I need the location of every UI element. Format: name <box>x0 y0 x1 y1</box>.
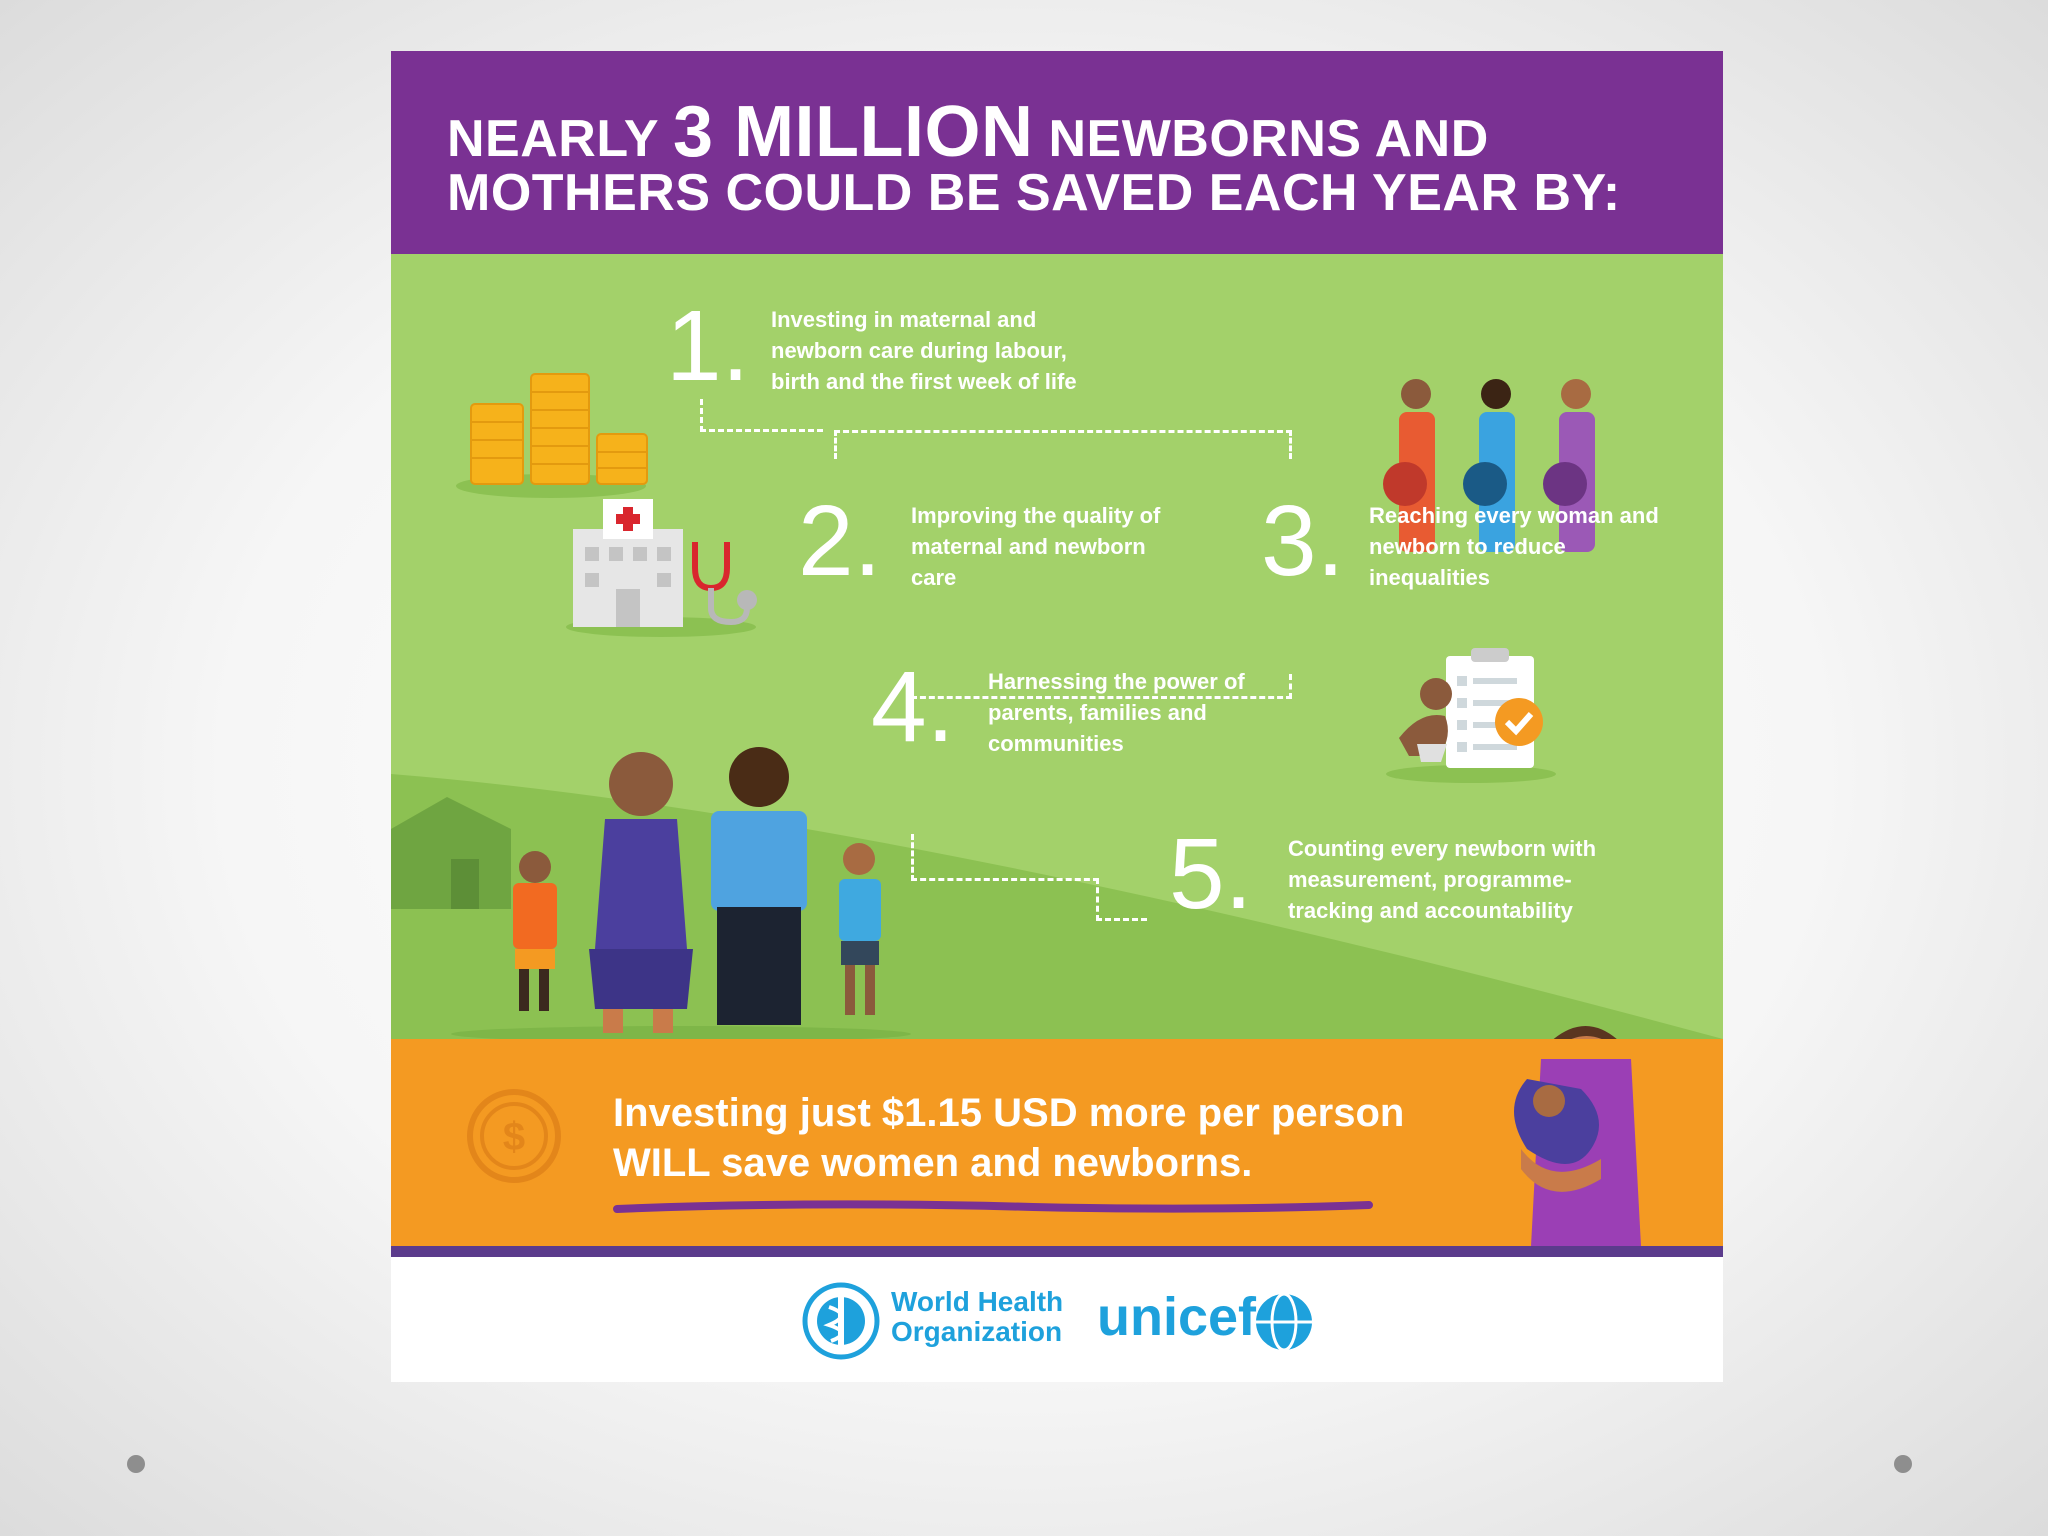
mother-baby-icon <box>1461 1019 1661 1039</box>
who-name-line1: World Health <box>891 1286 1064 1317</box>
infographic-header <box>391 51 1723 254</box>
callout-line1: Investing just $1.15 USD more per person <box>613 1091 1405 1135</box>
header-title-line1 <box>447 91 1489 173</box>
slide-bullet-left <box>127 1455 145 1473</box>
connector-1-2 <box>700 399 823 432</box>
header-suffix: NEWBORNS AND <box>1048 110 1489 168</box>
dollar-coin-icon <box>464 1086 564 1186</box>
step-3-number: 3. <box>1261 485 1345 597</box>
baby-checklist-icon <box>1361 644 1561 784</box>
callout-banner <box>391 1039 1723 1246</box>
infographic <box>391 51 1723 1382</box>
step-4-text: Harnessing the power of parents, families and communities <box>988 669 1245 756</box>
stethoscope-icon <box>681 534 761 634</box>
steps-panel <box>391 254 1723 1039</box>
who-emblem-icon <box>799 1279 883 1363</box>
family-icon <box>391 709 911 1039</box>
step-2-text: Improving the quality of maternal and newborn care <box>911 503 1161 590</box>
step-1-text: Investing in maternal and newborn care during labour, birth and the first week of life <box>771 307 1077 394</box>
header-highlight: 3 MILLION <box>673 92 1034 172</box>
header-prefix: NEARLY <box>447 110 659 168</box>
slide-bullet-right <box>1894 1455 1912 1473</box>
unicef-globe-icon <box>1253 1291 1315 1353</box>
header-title-line2: MOTHERS COULD BE SAVED EACH YEAR BY: <box>447 164 1621 222</box>
who-name-line2: Organization <box>891 1316 1063 1347</box>
callout-emphasis: WILL <box>613 1141 711 1185</box>
step-3-text: Reaching every woman and newborn to reduce inequalities <box>1369 503 1659 590</box>
logo-footer <box>391 1257 1723 1382</box>
step-4-number: 4. <box>871 651 955 763</box>
mother-baby-body-icon <box>1461 1039 1661 1246</box>
footer-divider <box>391 1246 1723 1257</box>
svg-text:$: $ <box>502 1115 526 1159</box>
connector-4-5b <box>1096 878 1147 921</box>
step-5-number: 5. <box>1169 818 1253 930</box>
connector-2-3 <box>834 430 1292 459</box>
callout-line2 <box>613 1141 1252 1186</box>
step-5-text: Counting every newborn with measurement, programme-tracking and accountability <box>1288 836 1597 923</box>
step-1-number: 1. <box>666 290 750 402</box>
unicef-wordmark: unicef <box>1097 1287 1257 1347</box>
connector-4-5 <box>911 834 1099 881</box>
brush-underline <box>613 1199 1373 1215</box>
step-2-number: 2. <box>798 485 882 597</box>
callout-rest: save women and newborns. <box>721 1141 1253 1185</box>
coin-stack-icon <box>451 364 651 504</box>
